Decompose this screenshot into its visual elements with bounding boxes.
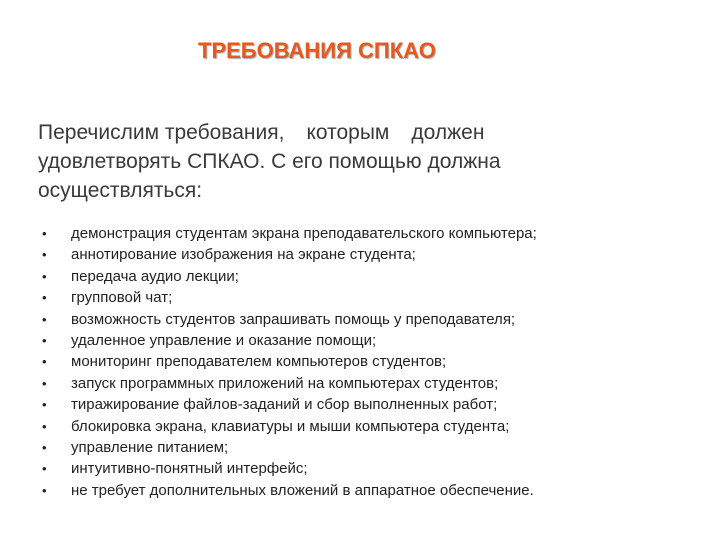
bullet-icon: • (42, 311, 47, 327)
requirement-text: интуитивно-понятный интерфейс; (71, 460, 308, 478)
bullet-icon: • (42, 482, 47, 498)
bullet-icon: • (42, 397, 47, 413)
requirement-text: запуск программных приложений на компьютерах студентов; (71, 374, 499, 392)
intro-line-2: удовлетворять СПКАО. С его помощью должна (38, 150, 501, 173)
intro-paragraph (38, 118, 638, 205)
requirement-text: управление питанием; (71, 438, 229, 456)
requirement-text: возможность студентов запрашивать помощь у преподавателя; (71, 310, 516, 328)
requirement-text: демонстрация студентам экрана преподавательского компьютера; (71, 225, 537, 242)
bullet-icon: • (42, 354, 47, 370)
intro-line-1-part-c: должен (411, 121, 485, 144)
bullet-icon: • (42, 290, 47, 306)
intro-line-1-part-a: Перечислим требования, (38, 121, 285, 144)
bullet-icon: • (42, 247, 47, 263)
requirement-text: аннотирование изображения на экране студента; (71, 246, 416, 264)
intro-line-3: осуществляться: (38, 179, 203, 202)
requirement-text: блокировка экрана, клавиатуры и мыши компьютера студента; (71, 417, 510, 435)
requirement-text: передача аудио лекции; (71, 267, 239, 285)
bullet-icon: • (42, 226, 47, 241)
requirement-text: не требует дополнительных вложений в аппаратное обеспечение. (71, 481, 534, 499)
intro-line-1 (38, 118, 638, 147)
bullet-icon: • (42, 268, 47, 284)
requirement-text: тиражирование файлов-заданий и сбор выполненных работ; (71, 396, 498, 414)
requirement-text: удаленное управление и оказание помощи; (71, 331, 377, 349)
bullet-icon: • (42, 439, 47, 455)
bullet-icon: • (42, 461, 47, 477)
bullet-icon: • (42, 332, 47, 348)
bullet-icon: • (42, 418, 47, 434)
requirement-text: групповой чат; (71, 289, 173, 307)
requirement-text: мониторинг преподавателем компьютеров студентов; (71, 353, 447, 371)
intro-line-1-part-b: которым (306, 121, 390, 144)
bullet-icon: • (42, 375, 47, 391)
slide-title: ТРЕБОВАНИЯ СПКАО (198, 38, 436, 63)
